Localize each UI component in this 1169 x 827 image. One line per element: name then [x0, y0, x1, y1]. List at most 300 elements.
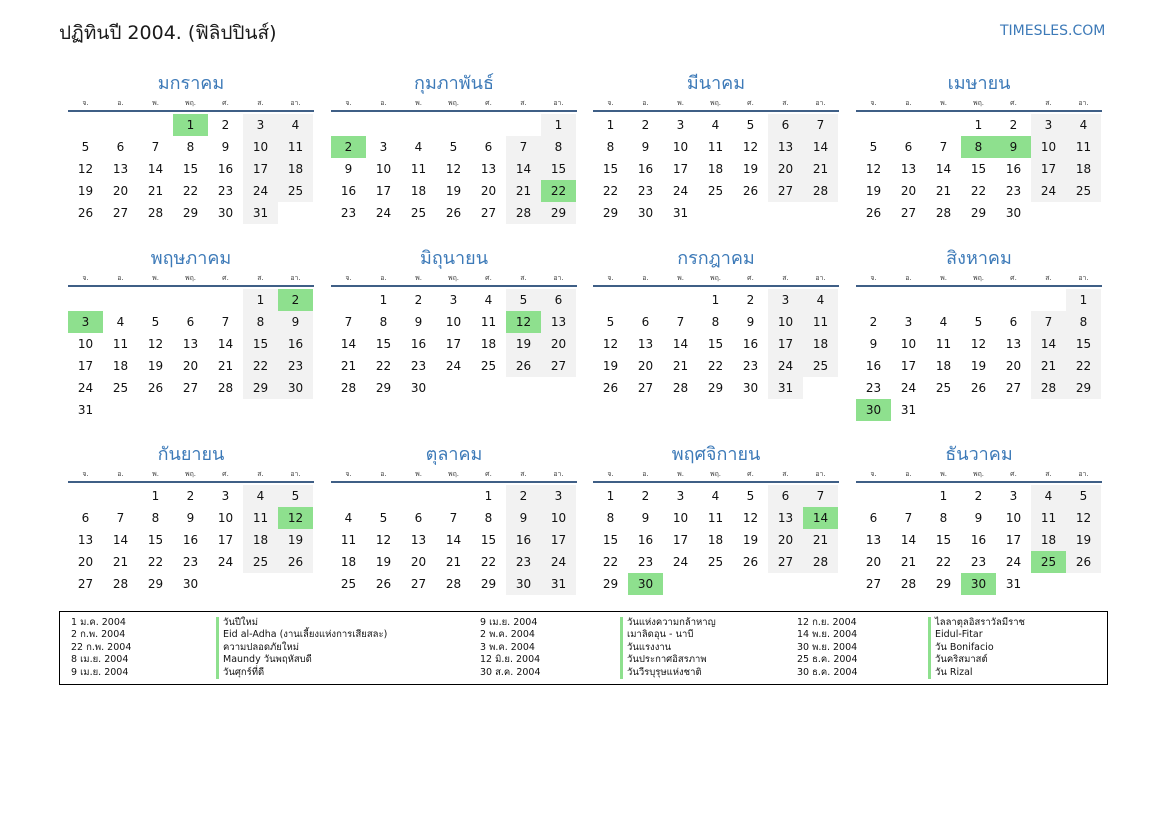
holiday-date: 1 ม.ค. 2004 [71, 617, 126, 628]
day-cell: 22 [480, 555, 497, 569]
day-cell: 22 [243, 355, 278, 377]
weekday-label: พ. [152, 470, 159, 478]
day-cell: 6 [541, 289, 576, 311]
holiday-date: 25 ธ.ค. 2004 [797, 654, 858, 666]
holiday-name: เมาลิดอุน - นาบี [620, 629, 716, 641]
day-cell: 14 [672, 337, 689, 351]
day-cell: 6 [414, 511, 423, 525]
day-cell: 12 [970, 337, 987, 351]
month-6 [331, 245, 577, 399]
day-cell: 1 [711, 293, 720, 307]
day-cell: 3 [541, 485, 576, 507]
weekday-label: ศ. [747, 470, 754, 478]
weekday-label: ส. [257, 470, 264, 478]
weekday-label: จ. [82, 274, 89, 282]
weekday-label: อ. [642, 470, 649, 478]
day-cell: 16 [637, 162, 654, 176]
day-cell: 18 [1066, 158, 1101, 180]
day-cell: 11 [112, 337, 129, 351]
month-5 [68, 245, 314, 421]
day-cell: 22 [602, 184, 619, 198]
day-cell: 23 [637, 184, 654, 198]
day-cell: 13 [112, 162, 129, 176]
weekday-label: ส. [1045, 99, 1052, 107]
day-cell: 10 [1005, 511, 1022, 525]
day-cell: 5 [869, 140, 878, 154]
day-cell: 15 [1066, 333, 1101, 355]
day-cell: 26 [865, 206, 882, 220]
month-name: พฤษภาคม [150, 248, 232, 269]
day-cell: 23 [278, 355, 313, 377]
day-cell: 11 [1066, 136, 1101, 158]
weekday-label: ส. [520, 99, 527, 107]
day-cell: 30 [628, 573, 663, 595]
day-cell: 12 [278, 507, 313, 529]
day-grid [331, 485, 577, 595]
day-cell: 10 [243, 136, 278, 158]
day-cell: 22 [970, 184, 987, 198]
day-cell: 31 [1005, 577, 1022, 591]
day-cell: 5 [606, 315, 615, 329]
day-cell: 3 [676, 489, 685, 503]
day-cell-empty [401, 485, 436, 507]
weekday-header [593, 96, 839, 112]
month-10 [331, 441, 577, 595]
month-1 [68, 70, 314, 224]
day-cell: 13 [865, 533, 882, 547]
day-cell: 21 [900, 555, 917, 569]
day-cell: 11 [410, 162, 427, 176]
day-cell: 21 [147, 184, 164, 198]
month-name: กรกฎาคม [677, 248, 755, 269]
weekday-label: อ. [117, 470, 124, 478]
day-cell: 12 [445, 162, 462, 176]
day-cell: 26 [742, 184, 759, 198]
day-cell: 3 [768, 289, 803, 311]
weekday-label: พฤ. [447, 99, 460, 107]
holiday-dates-col-3 [797, 617, 858, 679]
day-cell: 23 [970, 555, 987, 569]
day-cell: 6 [768, 114, 803, 136]
day-cell: 7 [1031, 311, 1066, 333]
day-cell: 11 [278, 136, 313, 158]
day-cell: 30 [410, 381, 427, 395]
day-cell: 25 [112, 381, 129, 395]
weekday-label: พฤ. [184, 470, 197, 478]
day-cell: 14 [803, 507, 838, 529]
weekday-label: อา. [553, 274, 564, 282]
day-cell: 21 [217, 359, 234, 373]
day-cell: 29 [602, 577, 619, 591]
day-cell: 27 [410, 577, 427, 591]
weekday-label: พฤ. [447, 274, 460, 282]
day-cell: 28 [445, 577, 462, 591]
day-cell: 23 [410, 359, 427, 373]
holiday-name: วันศุกร์ที่ดี [216, 667, 387, 679]
day-cell: 6 [1009, 315, 1018, 329]
weekday-label: พ. [415, 99, 422, 107]
day-cell: 14 [935, 162, 952, 176]
day-cell: 18 [707, 533, 724, 547]
weekday-label: ส. [1045, 470, 1052, 478]
day-cell: 2 [641, 489, 650, 503]
day-cell: 29 [707, 381, 724, 395]
holiday-name: ไลลาตุลอิสราวัลมีราช [928, 617, 1025, 629]
day-cell: 5 [974, 315, 983, 329]
weekday-header [68, 271, 314, 287]
day-cell-empty [331, 289, 366, 311]
day-cell: 15 [602, 162, 619, 176]
day-cell: 25 [480, 359, 497, 373]
day-cell: 17 [672, 533, 689, 547]
day-cell: 22 [602, 555, 619, 569]
month-4 [856, 70, 1102, 224]
month-3 [593, 70, 839, 224]
day-cell: 26 [506, 355, 541, 377]
day-cell: 14 [147, 162, 164, 176]
day-cell: 26 [602, 381, 619, 395]
day-cell: 25 [1066, 180, 1101, 202]
day-cell: 11 [707, 140, 724, 154]
day-cell: 25 [707, 555, 724, 569]
weekday-label: พ. [677, 99, 684, 107]
weekday-label: อ. [905, 99, 912, 107]
day-cell: 25 [340, 577, 357, 591]
weekday-header [68, 96, 314, 112]
day-cell: 24 [217, 555, 234, 569]
holiday-date: 30 ส.ค. 2004 [480, 666, 541, 678]
day-cell: 8 [243, 311, 278, 333]
day-cell-empty [926, 114, 961, 136]
holiday-name: วันแรงงาน [620, 642, 716, 654]
month-9 [68, 441, 314, 595]
day-cell-empty [401, 114, 436, 136]
day-grid [856, 485, 1102, 595]
weekday-header [68, 467, 314, 483]
day-cell: 15 [935, 533, 952, 547]
day-cell: 4 [1031, 485, 1066, 507]
day-grid [68, 114, 314, 224]
day-cell: 12 [375, 533, 392, 547]
weekday-label: จ. [607, 274, 614, 282]
day-cell: 11 [707, 511, 724, 525]
day-cell: 13 [480, 162, 497, 176]
weekday-label: ส. [257, 99, 264, 107]
day-cell: 26 [147, 381, 164, 395]
weekday-label: จ. [345, 274, 352, 282]
day-cell: 5 [1066, 485, 1101, 507]
weekday-label: พฤ. [709, 99, 722, 107]
day-cell: 9 [746, 315, 755, 329]
day-cell: 22 [182, 184, 199, 198]
day-cell: 30 [182, 577, 199, 591]
day-cell: 24 [243, 180, 278, 202]
day-cell: 15 [541, 158, 576, 180]
day-cell: 2 [869, 315, 878, 329]
day-cell: 19 [970, 359, 987, 373]
weekday-label: ศ. [1010, 274, 1017, 282]
day-cell: 16 [1005, 162, 1022, 176]
day-cell: 9 [974, 511, 983, 525]
day-grid [331, 114, 577, 224]
day-cell: 20 [541, 333, 576, 355]
day-cell: 1 [939, 489, 948, 503]
day-cell: 22 [1066, 355, 1101, 377]
day-cell: 15 [182, 162, 199, 176]
day-cell: 24 [541, 551, 576, 573]
day-cell: 31 [900, 403, 917, 417]
weekday-label: พ. [415, 274, 422, 282]
site-link[interactable]: TIMESLES.COM [1000, 23, 1106, 39]
day-cell: 28 [803, 180, 838, 202]
day-cell: 16 [217, 162, 234, 176]
day-cell: 28 [1031, 377, 1066, 399]
day-cell: 3 [68, 311, 103, 333]
weekday-label: อา. [1078, 470, 1089, 478]
month-8 [856, 245, 1102, 421]
day-cell: 16 [182, 533, 199, 547]
weekday-label: ศ. [485, 99, 492, 107]
weekday-label: ส. [520, 274, 527, 282]
day-cell: 6 [641, 315, 650, 329]
day-cell: 22 [707, 359, 724, 373]
day-cell: 3 [1031, 114, 1066, 136]
day-cell: 5 [449, 140, 458, 154]
day-cell: 12 [742, 140, 759, 154]
day-grid [593, 114, 839, 224]
day-cell: 16 [742, 337, 759, 351]
day-cell: 17 [768, 333, 803, 355]
day-cell: 12 [77, 162, 94, 176]
weekday-label: พฤ. [709, 274, 722, 282]
day-grid [68, 485, 314, 595]
day-cell: 16 [410, 337, 427, 351]
day-cell: 21 [803, 529, 838, 551]
day-cell: 13 [1005, 337, 1022, 351]
day-cell: 28 [803, 551, 838, 573]
weekday-label: อ. [117, 274, 124, 282]
weekday-header [856, 467, 1102, 483]
month-2 [331, 70, 577, 224]
day-cell: 31 [672, 206, 689, 220]
day-cell: 9 [344, 162, 353, 176]
day-cell: 20 [410, 555, 427, 569]
day-cell: 17 [217, 533, 234, 547]
day-grid [331, 289, 577, 399]
day-cell: 24 [1031, 180, 1066, 202]
day-cell: 30 [506, 573, 541, 595]
weekday-label: ส. [520, 470, 527, 478]
weekday-label: พฤ. [447, 470, 460, 478]
day-cell: 17 [77, 359, 94, 373]
weekday-label: ศ. [1010, 99, 1017, 107]
day-grid [68, 289, 314, 421]
day-cell: 12 [1066, 507, 1101, 529]
holiday-date: 2 พ.ค. 2004 [480, 629, 535, 641]
day-cell: 8 [541, 136, 576, 158]
day-cell: 7 [803, 485, 838, 507]
weekday-label: จ. [870, 470, 877, 478]
day-cell: 31 [243, 202, 278, 224]
day-cell: 20 [768, 529, 803, 551]
day-cell: 26 [375, 577, 392, 591]
holiday-name: วันวีรบุรุษแห่งชาติ [620, 667, 716, 679]
day-cell-empty [891, 289, 926, 311]
day-cell: 23 [217, 184, 234, 198]
day-cell: 2 [414, 293, 423, 307]
holiday-date: 14 พ.ย. 2004 [797, 629, 858, 641]
day-cell: 17 [900, 359, 917, 373]
day-cell-empty [103, 289, 138, 311]
day-cell: 21 [506, 180, 541, 202]
day-cell: 4 [484, 293, 493, 307]
day-cell: 24 [672, 184, 689, 198]
weekday-label: พ. [940, 470, 947, 478]
day-cell: 12 [742, 511, 759, 525]
day-cell: 28 [672, 381, 689, 395]
day-cell: 24 [1005, 555, 1022, 569]
day-cell: 4 [711, 489, 720, 503]
day-cell: 12 [602, 337, 619, 351]
holiday-date: 9 เม.ย. 2004 [480, 617, 538, 628]
day-cell: 20 [1005, 359, 1022, 373]
day-cell: 8 [484, 511, 493, 525]
day-cell: 7 [803, 114, 838, 136]
weekday-label: ส. [782, 274, 789, 282]
day-cell: 27 [1005, 381, 1022, 395]
day-cell-empty [68, 485, 103, 507]
day-cell: 4 [414, 140, 423, 154]
day-cell: 28 [506, 202, 541, 224]
day-cell: 6 [904, 140, 913, 154]
day-cell: 7 [676, 315, 685, 329]
day-cell: 11 [243, 507, 278, 529]
day-cell-empty [856, 485, 891, 507]
day-cell: 21 [112, 555, 129, 569]
day-cell: 17 [541, 529, 576, 551]
day-cell: 9 [641, 140, 650, 154]
day-cell-empty [891, 114, 926, 136]
day-cell: 9 [414, 315, 423, 329]
day-cell: 16 [278, 333, 313, 355]
day-cell: 22 [935, 555, 952, 569]
day-cell: 1 [379, 293, 388, 307]
day-cell: 7 [344, 315, 353, 329]
day-cell: 18 [935, 359, 952, 373]
day-cell: 10 [672, 140, 689, 154]
day-cell: 7 [151, 140, 160, 154]
weekday-label: อ. [905, 274, 912, 282]
day-cell: 29 [243, 377, 278, 399]
weekday-label: อ. [905, 470, 912, 478]
day-cell: 7 [221, 315, 230, 329]
weekday-label: จ. [870, 99, 877, 107]
weekday-label: พ. [677, 274, 684, 282]
month-name: เมษายน [947, 73, 1011, 94]
day-cell: 17 [1031, 158, 1066, 180]
holiday-date: 22 ก.พ. 2004 [71, 641, 132, 653]
month-name: มิถุนายน [419, 248, 489, 269]
day-cell: 12 [147, 337, 164, 351]
day-cell: 19 [602, 359, 619, 373]
day-cell: 26 [445, 206, 462, 220]
weekday-label: อา. [290, 274, 301, 282]
day-cell-empty [68, 289, 103, 311]
day-cell: 27 [112, 206, 129, 220]
day-cell: 14 [506, 158, 541, 180]
day-cell: 26 [742, 555, 759, 569]
day-cell: 20 [182, 359, 199, 373]
day-cell: 6 [116, 140, 125, 154]
weekday-label: พฤ. [972, 470, 985, 478]
day-cell: 23 [506, 551, 541, 573]
weekday-label: อา. [290, 470, 301, 478]
day-cell: 4 [1066, 114, 1101, 136]
weekday-label: ศ. [747, 99, 754, 107]
day-cell: 27 [182, 381, 199, 395]
day-cell: 1 [974, 118, 983, 132]
day-cell: 2 [746, 293, 755, 307]
day-cell: 22 [541, 180, 576, 202]
weekday-header [331, 271, 577, 287]
holiday-date: 3 พ.ค. 2004 [480, 641, 535, 653]
day-cell: 21 [445, 555, 462, 569]
day-cell: 28 [900, 577, 917, 591]
day-cell: 2 [278, 289, 313, 311]
day-cell: 25 [707, 184, 724, 198]
day-cell: 28 [217, 381, 234, 395]
day-cell: 29 [147, 577, 164, 591]
day-cell: 2 [331, 136, 366, 158]
weekday-label: ศ. [1010, 470, 1017, 478]
day-cell: 4 [803, 289, 838, 311]
day-cell: 10 [768, 311, 803, 333]
day-cell: 17 [243, 158, 278, 180]
weekday-label: ส. [1045, 274, 1052, 282]
day-cell-empty [926, 289, 961, 311]
day-cell: 8 [151, 511, 160, 525]
day-cell: 9 [869, 337, 878, 351]
holiday-date: 2 ก.พ. 2004 [71, 629, 126, 641]
weekday-label: อา. [1078, 99, 1089, 107]
day-cell: 29 [182, 206, 199, 220]
day-cell-empty [436, 114, 471, 136]
day-cell: 10 [217, 511, 234, 525]
day-cell-empty [208, 289, 243, 311]
day-cell-empty [366, 114, 401, 136]
day-cell: 5 [746, 118, 755, 132]
day-cell: 29 [602, 206, 619, 220]
weekday-label: พฤ. [972, 99, 985, 107]
day-cell: 11 [935, 337, 952, 351]
day-cell-empty [138, 114, 173, 136]
holiday-name: วันคริสมาสต์ [928, 654, 1025, 666]
day-cell: 2 [221, 118, 230, 132]
day-cell: 19 [742, 162, 759, 176]
day-cell: 15 [480, 533, 497, 547]
day-cell: 10 [375, 162, 392, 176]
day-cell: 18 [707, 162, 724, 176]
day-cell: 22 [375, 359, 392, 373]
day-cell: 21 [803, 158, 838, 180]
month-name: ธันวาคม [945, 444, 1013, 465]
weekday-label: ศ. [222, 274, 229, 282]
day-cell: 9 [996, 136, 1031, 158]
day-cell-empty [103, 114, 138, 136]
weekday-label: ส. [782, 99, 789, 107]
day-cell: 2 [641, 118, 650, 132]
day-cell: 16 [340, 184, 357, 198]
